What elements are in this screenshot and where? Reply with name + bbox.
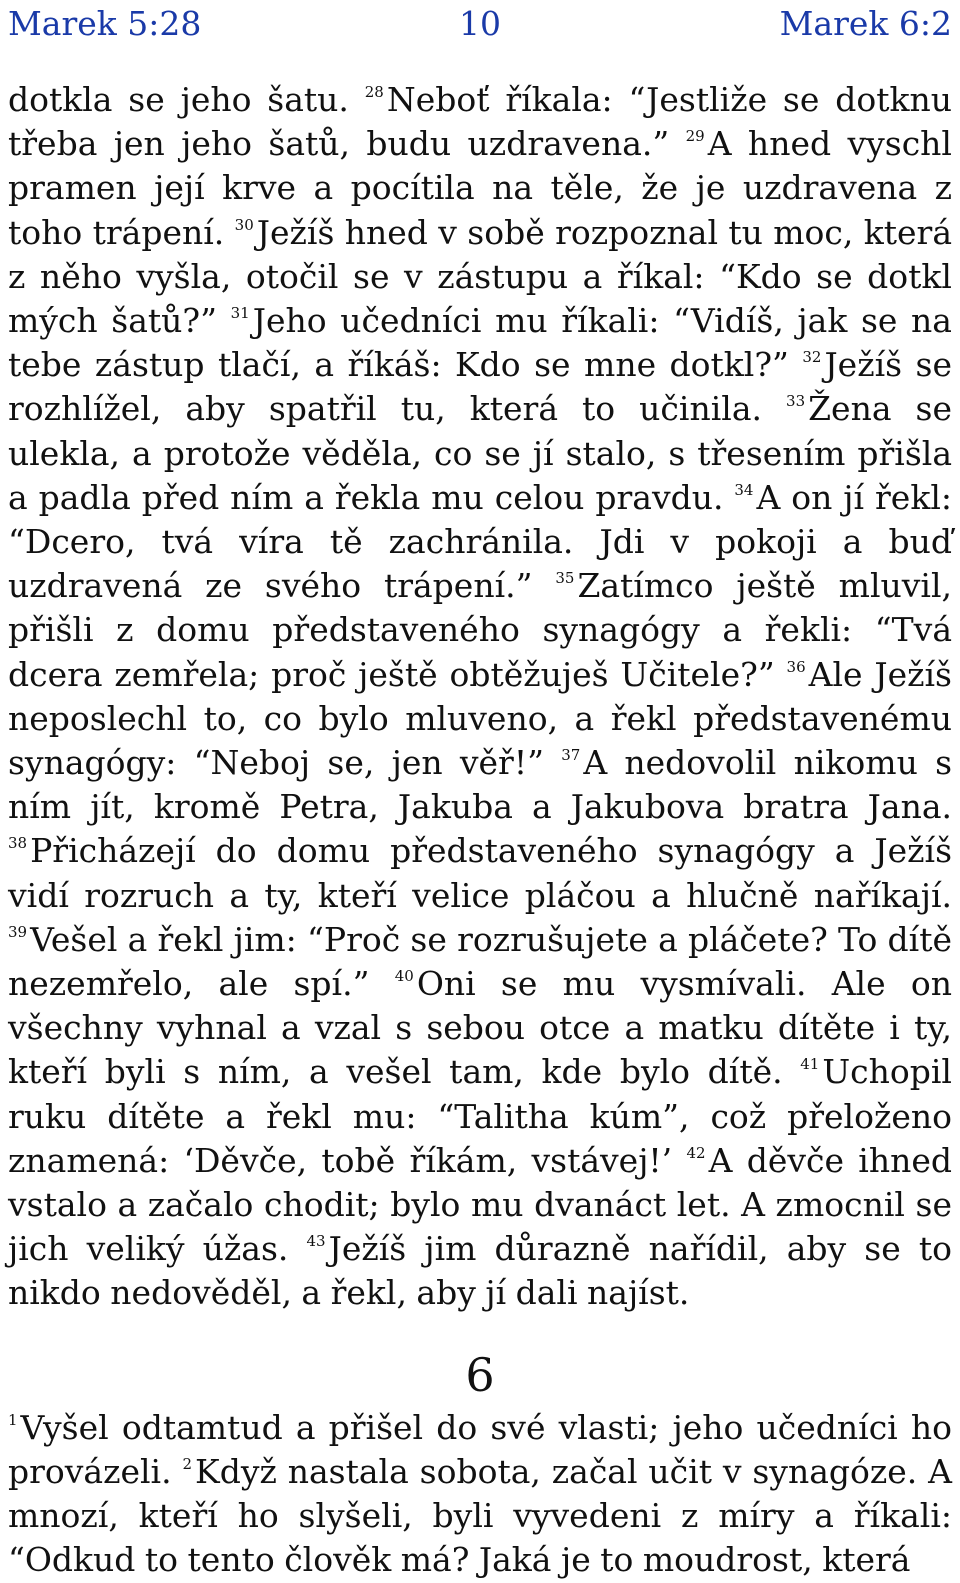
verse-number: 36 (786, 657, 806, 676)
verse-number: 39 (8, 922, 28, 941)
verse-number: 28 (364, 83, 384, 101)
verse-number: 30 (234, 215, 254, 234)
verse-text: Vešel a řekl jim: “Proč se rozrušujete a pláčete? To dítě nezemřelo, ale spí.” (8, 919, 952, 1004)
page-body (8, 78, 952, 1583)
verse-number: 37 (561, 746, 581, 765)
verse-number: 31 (230, 304, 250, 323)
verse-text: Uchopil ruku dítěte a řekl mu: “Talitha kúm”, což přeloženo znamená: ‘Děvče, tobě říkám, vstávej!’ (8, 1052, 952, 1180)
verse-text: Neboť říkala: “Jestliže se dotknu třeba jen jeho šatů, budu uzdravena.” (8, 80, 952, 164)
verse-text: Zatímco ještě mluvil, přišli z domu představeného synagógy a řekli: “Tvá dcera zemřela; proč ještě obtěžuješ Učitele?” (8, 566, 952, 694)
verse-number: 34 (734, 480, 754, 499)
chapter-6-text (8, 1406, 952, 1583)
verse-text: Když nastala sobota, začal učit v synagóze. A mnozí, kteří ho slyšeli, byli vyvedeni z míry a říkali: “Odkud to tento člověk má? Jaká je to moudrost, která (8, 1451, 952, 1580)
verse-number: 40 (394, 967, 414, 986)
verse-text: Ale Ježíš neposlechl to, co bylo mluveno, a řekl představenému synagógy: “Neboj se, jen věř!” (8, 654, 952, 783)
page-number: 10 (459, 4, 501, 43)
verse-text: Oni se mu vysmívali. Ale on všechny vyhnal a vzal s sebou otce a matku dítěte i ty, kteří byli s ním, a vešel tam, kde bylo dítě. (8, 964, 952, 1092)
verse-number: 43 (306, 1232, 326, 1251)
verse-text: Ježíš jim důrazně nařídil, aby se to nikdo nedověděl, a řekl, aby jí dali najíst. (8, 1229, 952, 1313)
verse-number: 2 (182, 1454, 193, 1473)
chapter-number: 6 (465, 1347, 495, 1402)
header-reference-start: Marek 5:28 (8, 4, 202, 43)
verse-text: A děvče ihned vstalo a začalo chodit; bylo mu dvanáct let. A zmocnil se jich veliký úžas. (8, 1140, 953, 1269)
verse-text: Ježíš se rozhlížel, aby spatřil tu, která to učinila. (8, 345, 952, 429)
verse-number: 29 (685, 127, 705, 146)
verse-number: 32 (802, 348, 822, 367)
verse-number: 35 (555, 569, 575, 588)
paragraph-lead-text: dotkla se jeho šatu. (8, 80, 349, 119)
page-header (8, 2, 952, 46)
verse-text: Vyšel odtamtud a přišel do své vlasti; jeho učedníci ho provázeli. (8, 1407, 952, 1491)
verse-number: 41 (800, 1055, 820, 1074)
verse-text: Žena se ulekla, a protože věděla, co se jí stalo, s třesením přišla a padla před ním a řekla mu celou pravdu. (8, 389, 952, 517)
verse-text: Jeho učedníci mu říkali: “Vidíš, jak se na tebe zástup tlačí, a říkáš: Kdo se mne dotkl?” (8, 301, 952, 385)
verse-number: 42 (686, 1143, 706, 1162)
verse-text: A on jí řekl: “Dcero, tvá víra tě zachránila. Jdi v pokoji a buď uzdravená ze svého trápení.” (8, 477, 952, 606)
verse-number: 1 (8, 1410, 18, 1429)
verse-text: Přicházejí do domu představeného synagógy a Ježíš vidí rozruch a ty, kteří velice pláčou a hlučně naříkají. (8, 831, 952, 915)
verse-number: 33 (786, 392, 806, 411)
verse-number: 38 (8, 834, 28, 853)
verse (8, 831, 952, 914)
header-reference-end: Marek 6:2 (779, 4, 952, 43)
verse-text: A hned vyschl pramen její krve a pocítila na těle, že je uzdravena z toho trápení. (8, 124, 952, 252)
chapter-5-continuation (8, 78, 952, 1316)
verse-text: A nedovolil nikomu s ním jít, kromě Petra, Jakuba a Jakubova bratra Jana. (8, 743, 953, 827)
verse-text: Ježíš hned v sobě rozpoznal tu moc, která z něho vyšla, otočil se v zástupu a říkal: “Kdo se dotkl mých šatů?” (8, 212, 952, 341)
